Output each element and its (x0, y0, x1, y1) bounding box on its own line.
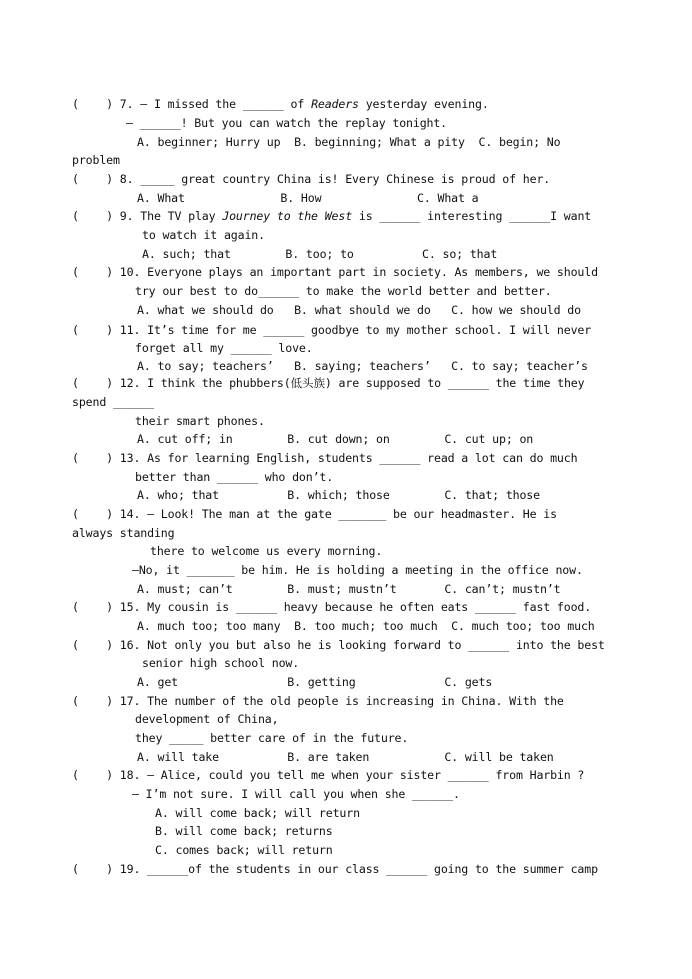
question-13-line-2: better than ______ who don’t. (135, 470, 334, 484)
question-16-options: A. get B. getting C. gets (137, 675, 493, 689)
question-15-line-1: ( ) 15. My cousin is ______ heavy because he often eats ______ fast food. (72, 600, 592, 614)
question-14-options: A. must; can’t B. must; mustn’t C. can’t; mustn’t (137, 582, 561, 596)
question-12-line-1-wrap: spend ______ (72, 395, 154, 409)
question-7-line-1: ( ) 7. — I missed the ______ of Readers yesterday evening. (72, 97, 489, 111)
question-9-line-1: ( ) 9. The TV play Journey to the West is ______ interesting ______I want (72, 209, 592, 223)
italic-title-readers: Readers (311, 97, 359, 111)
question-7-options-wrap: problem (72, 153, 120, 167)
question-14-line-3: —No, it _______ be him. He is holding a meeting in the office now. (132, 563, 583, 577)
question-15-options: A. much too; too many B. too much; too much C. much too; too much (137, 619, 595, 633)
question-18-option-c: C. comes back; will return (155, 843, 333, 857)
question-14-line-2: there to welcome us every morning. (150, 544, 383, 558)
question-10-options: A. what we should do B. what should we do C. how we should do (137, 303, 581, 317)
question-12-line-2: their smart phones. (135, 414, 265, 428)
question-11-line-2: forget all my ______ love. (135, 341, 313, 355)
question-8-options: A. What B. How C. What a (137, 191, 479, 205)
question-17-line-3: they _____ better care of in the future. (135, 731, 409, 745)
question-13-line-1: ( ) 13. As for learning English, students ______ read a lot can do much (72, 451, 578, 465)
question-11-line-1: ( ) 11. It’s time for me ______ goodbye to my mother school. I will never (72, 323, 592, 337)
question-18-option-b: B. will come back; returns (155, 824, 333, 838)
italic-title-journey: Journey to the West (222, 209, 353, 223)
question-9-options: A. such; that B. too; to C. so; that (142, 247, 498, 261)
question-7-line-2: — ______! But you can watch the replay tonight. (126, 116, 448, 130)
question-17-line-2: development of China, (135, 712, 279, 726)
question-16-line-1: ( ) 16. Not only you but also he is looking forward to ______ into the best (72, 638, 605, 652)
question-18-line-1: ( ) 18. — Alice, could you tell me when your sister ______ from Harbin ? (72, 768, 585, 782)
question-10-line-1: ( ) 10. Everyone plays an important part in society. As members, we should (72, 265, 598, 279)
question-16-line-2: senior high school now. (142, 656, 300, 670)
question-13-options: A. who; that B. which; those C. that; those (137, 488, 540, 502)
question-7-options: A. beginner; Hurry up B. beginning; What a pity C. begin; No (137, 135, 561, 149)
question-19-line-1: ( ) 19. ______of the students in our class ______ going to the summer camp (72, 862, 598, 876)
question-12-options: A. cut off; in B. cut down; on C. cut up; on (137, 432, 534, 446)
question-17-line-1: ( ) 17. The number of the old people is increasing in China. With the (72, 694, 564, 708)
question-17-options: A. will take B. are taken C. will be taken (137, 750, 554, 764)
question-12-line-1: ( ) 12. I think the phubbers(低头族) are supposed to ______ the time they (72, 376, 585, 390)
question-8-line-1: ( ) 8. _____ great country China is! Every Chinese is proud of her. (72, 172, 551, 186)
question-14-line-1: ( ) 14. — Look! The man at the gate _______ be our headmaster. He is (72, 507, 557, 521)
question-18-option-a: A. will come back; will return (155, 806, 360, 820)
question-11-options: A. to say; teachers’ B. saying; teachers’ C. to say; teacher’s (137, 359, 588, 373)
question-14-line-1-wrap: always standing (72, 526, 175, 540)
question-9-line-2: to watch it again. (142, 228, 265, 242)
question-10-line-2: try our best to do______ to make the world better and better. (135, 284, 552, 298)
question-18-line-2: — I’m not sure. I will call you when she ______. (132, 787, 460, 801)
